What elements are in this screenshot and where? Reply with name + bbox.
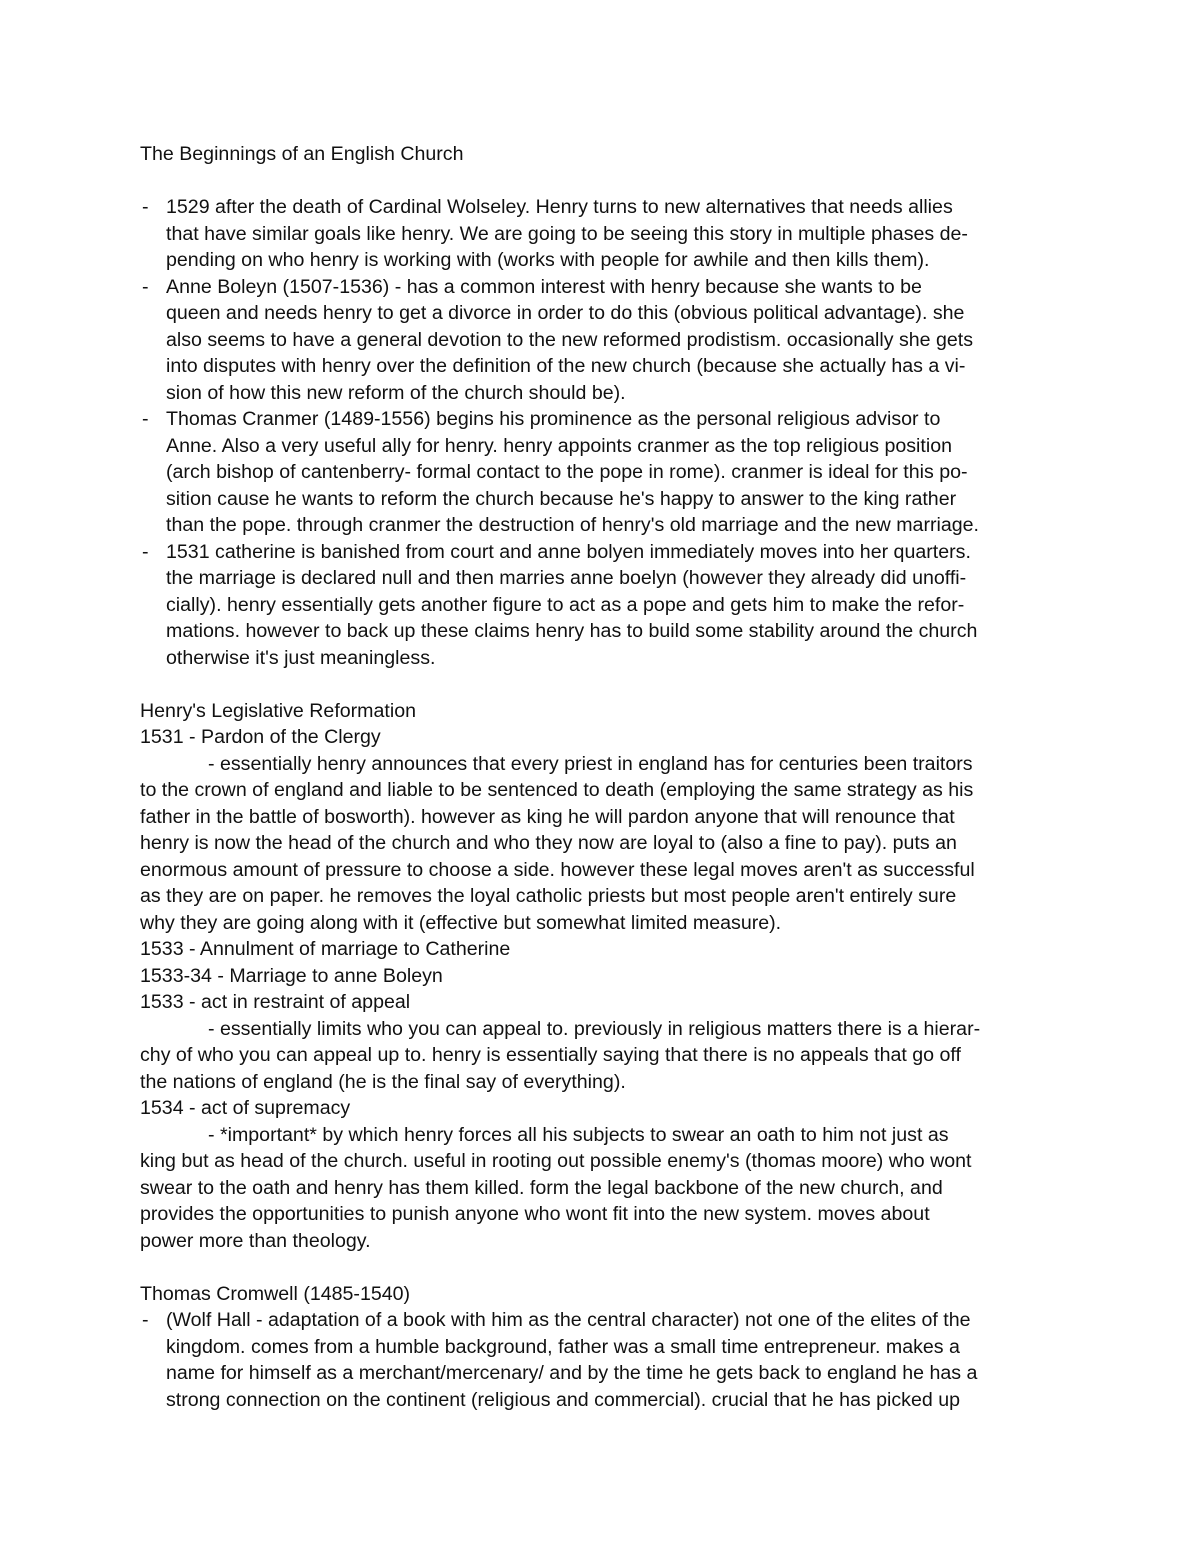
text-line: to the crown of england and liable to be sentenced to death (employing the same strategy as his [140,779,974,801]
entry-heading: 1533 - Annulment of marriage to Catherine [140,938,511,960]
section-heading: Thomas Cromwell (1485-1540) [140,1282,411,1305]
text-line: pending on who henry is working with (works with people for awhile and then kills them). [166,249,930,271]
section-legislative-reformation [140,698,1070,1255]
text-line: otherwise it's just meaningless. [166,646,436,669]
text-line: provides the opportunities to punish anyone who wont fit into the new system. moves about [140,1203,930,1225]
text-line: cially). henry essentially gets another figure to act as a pope and gets him to make the refor- [166,593,965,616]
text-line: henry is now the head of the church and who they now are loyal to (also a fine to pay). puts an [140,832,957,854]
text-line: 1529 after the death of Cardinal Wolseley. Henry turns to new alternatives that needs allies [166,196,953,218]
text-line: power more than theology. [140,1229,371,1252]
entry-heading: 1531 - Pardon of the Clergy [140,726,381,748]
text-line: (Wolf Hall - adaptation of a book with him as the central character) not one of the elites of the [166,1309,971,1331]
spacer [140,671,1070,698]
section-beginnings [140,141,1070,671]
entry-heading: 1534 - act of supremacy [140,1097,351,1119]
text-line: Anne Boleyn (1507-1536) - has a common interest with henry because she wants to be [166,275,922,298]
text-line: into disputes with henry over the definition of the new church (because she actually has a vi- [166,355,966,377]
bullet-item-1531-catherine [140,539,1070,672]
text-line: sition cause he wants to reform the church because he's happy to answer to the king rather [166,487,957,510]
text-line: the marriage is declared null and then marries anne boelyn (however they already did unoffi- [166,567,967,589]
dash-bullet: - [142,408,149,430]
text-line: queen and needs henry to get a divorce in order to do this (obvious political advantage). she [166,302,965,324]
dash-bullet: - [142,275,149,298]
text-line: Thomas Cranmer (1489-1556) begins his prominence as the personal religious advisor to [166,408,941,430]
text-line: chy of who you can appeal up to. henry is essentially saying that there is no appeals that go off [140,1044,961,1066]
bullet-list [140,194,1070,671]
entry-heading: 1533-34 - Marriage to anne Boleyn [140,964,443,987]
spacer [140,168,1070,195]
entry-annulment [140,936,1070,963]
text-line: king but as head of the church. useful in rooting out possible enemy's (thomas moore) who wont [140,1150,972,1172]
text-line: (arch bishop of cantenberry- formal contact to the pope in rome). cranmer is ideal for this po- [166,461,968,483]
bullet-list [140,1307,1070,1413]
text-line: mations. however to back up these claims henry has to build some stability around the church [166,620,978,642]
text-line: 1531 catherine is banished from court and anne bolyen immediately moves into her quarters. [166,540,971,563]
document-body [140,141,1070,1413]
dash-bullet: - [142,1309,149,1331]
text-line: that have similar goals like henry. We are going to be seeing this story in multiple phases de- [166,222,968,245]
text-line: the nations of england (he is the final say of everything). [140,1070,626,1093]
text-line: name for himself as a merchant/mercenary/ and by the time he gets back to england he has a [166,1362,978,1384]
entry-first-line: - essentially henry announces that every priest in england has for centuries been traitors [208,752,973,775]
entry-act-of-supremacy [140,1095,1070,1254]
text-line: swear to the oath and henry has them killed. form the legal backbone of the new church, and [140,1176,943,1199]
dash-bullet: - [142,540,149,563]
entry-heading: 1533 - act in restraint of appeal [140,991,411,1013]
dash-bullet: - [142,196,149,218]
text-line: strong connection on the continent (religious and commercial). crucial that he has picked up [166,1388,960,1411]
entry-pardon-of-clergy [140,724,1070,936]
text-line: Anne. Also a very useful ally for henry. henry appoints cranmer as the top religious position [166,434,952,457]
bullet-item-1529 [140,194,1070,274]
text-line: father in the battle of bosworth). however as king he will pardon anyone that will renounce that [140,805,955,828]
text-line: why they are going along with it (effective but somewhat limited measure). [140,911,782,934]
entry-marriage-anne [140,963,1070,990]
text-line: as they are on paper. he removes the loyal catholic priests but most people aren't entirely sure [140,885,957,907]
bullet-item-thomas-cranmer [140,406,1070,539]
entry-first-line: - *important* by which henry forces all his subjects to swear an oath to him not just as [208,1123,949,1146]
text-line: kingdom. comes from a humble background, father was a small time entrepreneur. makes a [166,1335,960,1358]
spacer [140,1254,1070,1281]
bullet-item-wolf-hall [140,1307,1070,1413]
text-line: sion of how this new reform of the church should be). [166,381,626,404]
section-heading: The Beginnings of an English Church [140,143,464,165]
text-line: than the pope. through cranmer the destruction of henry's old marriage and the new marriage. [166,514,979,536]
section-thomas-cromwell [140,1281,1070,1414]
bullet-item-anne-boleyn [140,274,1070,407]
text-line: enormous amount of pressure to choose a side. however these legal moves aren't as successful [140,858,975,881]
entry-first-line: - essentially limits who you can appeal to. previously in religious matters there is a hierar- [208,1017,981,1040]
text-line: also seems to have a general devotion to the new reformed prodistism. occasionally she gets [166,328,974,351]
entry-restraint-of-appeal [140,989,1070,1095]
section-heading: Henry's Legislative Reformation [140,699,416,722]
